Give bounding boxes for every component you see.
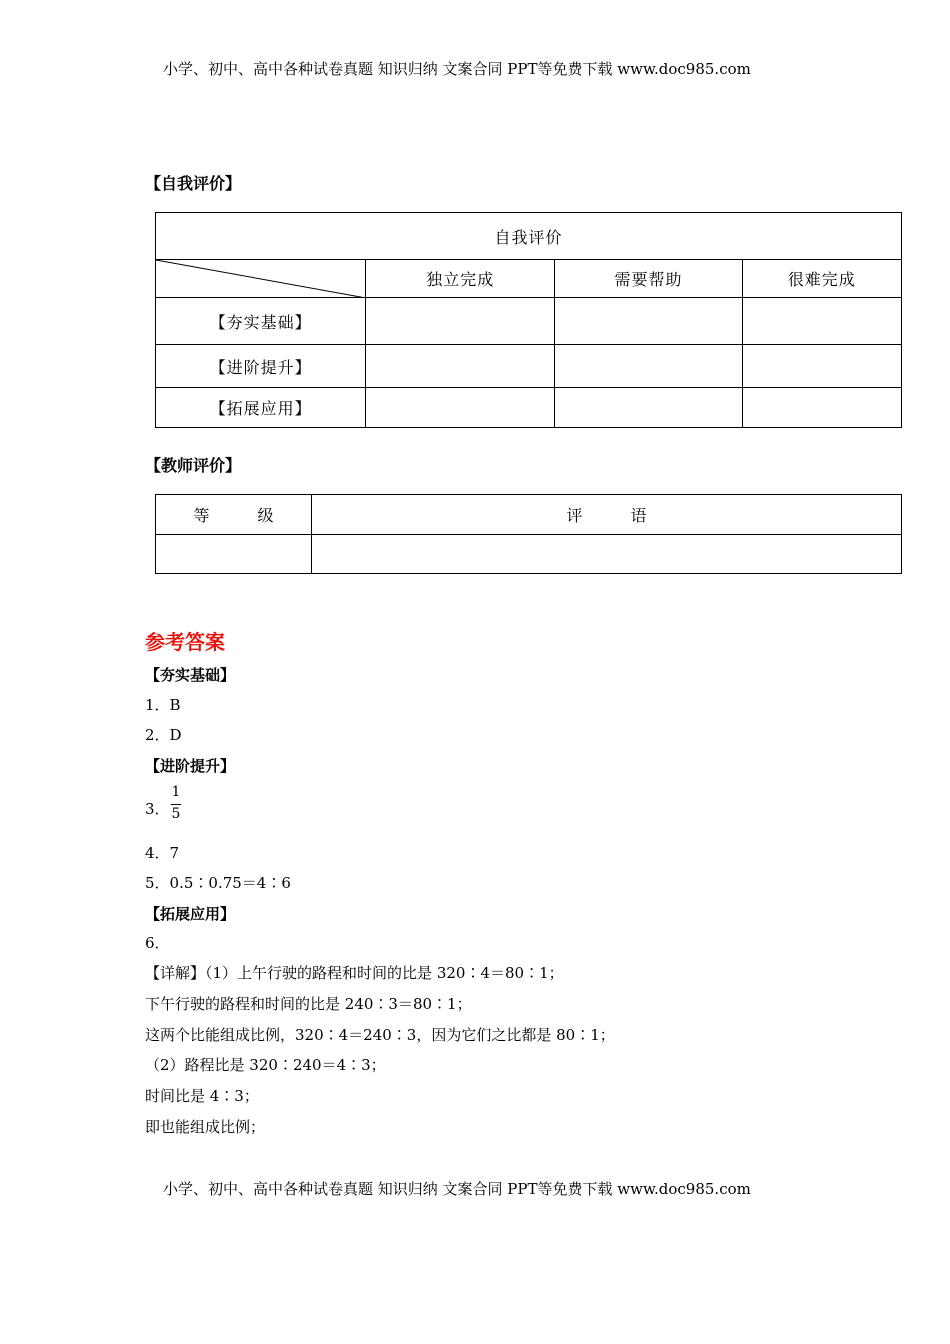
detail-line-2: 下午行驶的路程和时间的比是 240∶3＝80∶1； (145, 995, 472, 1013)
col-header-need-help: 需要帮助 (555, 260, 742, 298)
detail-line-6: 即也能组成比例； (145, 1118, 266, 1136)
grade-cell (156, 535, 312, 574)
self-eval-table-title: 自我评价 (156, 213, 902, 260)
answer-1: 1．B (145, 696, 181, 714)
answers-title: 参考答案 (145, 630, 225, 654)
teacher-eval-heading: 【教师评价】 (145, 456, 242, 475)
section-extended-heading: 【拓展应用】 (145, 905, 236, 923)
fraction-denominator: 5 (171, 806, 181, 822)
answer-5: 5．0.5∶0.75＝4∶6 (145, 874, 291, 892)
row-label-extended: 【拓展应用】 (156, 388, 366, 428)
table-cell (366, 345, 555, 388)
col-header-grade: 等 级 (156, 495, 312, 535)
detail-line-3: 这两个比能组成比例，320∶4＝240∶3，因为它们之比都是 80∶1； (145, 1026, 615, 1044)
detail-line-5: 时间比是 4∶3； (145, 1087, 259, 1105)
comment-cell (312, 535, 902, 574)
answer-2: 2．D (145, 726, 182, 744)
table-cell (366, 388, 555, 428)
col-header-difficult: 很难完成 (742, 260, 901, 298)
section-basic-heading: 【夯实基础】 (145, 666, 236, 684)
fraction-bar (171, 804, 181, 805)
row-label-advanced: 【进阶提升】 (156, 345, 366, 388)
row-label-basic: 【夯实基础】 (156, 298, 366, 345)
table-cell (742, 298, 901, 345)
table-cell (742, 345, 901, 388)
diagonal-line (156, 260, 366, 298)
teacher-eval-table (155, 494, 902, 574)
diagonal-header-cell (156, 260, 366, 298)
table-cell (366, 298, 555, 345)
detail-line-1: 【详解】（1）上午行驶的路程和时间的比是 320∶4＝80∶1； (145, 964, 564, 982)
answer-3-label: 3． (145, 800, 170, 818)
col-header-comment: 评 语 (312, 495, 902, 535)
table-cell (742, 388, 901, 428)
answer-4: 4．7 (145, 844, 180, 862)
fraction-numerator: 1 (171, 784, 181, 800)
table-cell (555, 388, 742, 428)
answer-6: 6． (145, 934, 170, 952)
page-header: 小学、初中、高中各种试卷真题 知识归纳 文案合同 PPT等免费下载 www.doc985.com (163, 60, 751, 78)
self-eval-table (155, 212, 902, 428)
detail-line-4: （2）路程比是 320∶240＝4∶3； (145, 1056, 386, 1074)
section-advanced-heading: 【进阶提升】 (145, 757, 236, 775)
table-cell (555, 345, 742, 388)
table-cell (555, 298, 742, 345)
self-eval-heading: 【自我评价】 (145, 174, 242, 193)
col-header-independent: 独立完成 (366, 260, 555, 298)
page-footer: 小学、初中、高中各种试卷真题 知识归纳 文案合同 PPT等免费下载 www.doc985.com (163, 1180, 751, 1198)
